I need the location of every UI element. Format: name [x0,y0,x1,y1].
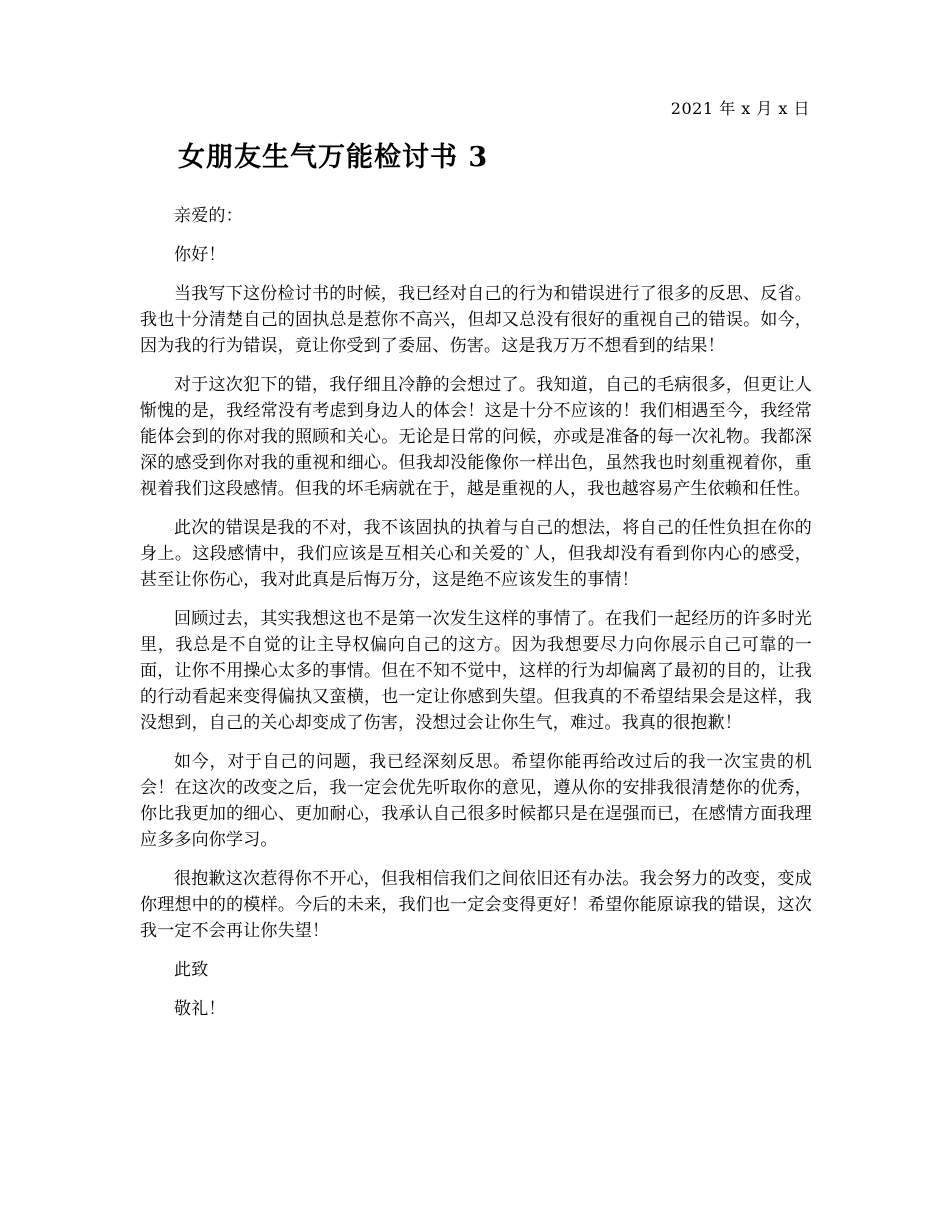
document-body [140,203,812,1035]
document-date: 2021 年 x 月 x 日 [670,99,810,118]
body-paragraph: 如今，对于自己的问题，我已经深刻反思。希望你能再给改过后的我一次宝贵的机会！在这次的改变之后，我一定会优先听取你的意见，遵从你的安排我很清楚你的优秀，你比我更加的细心、更加耐心，我承认自己很多时候都只是在逞强而已，在感情方面我理应多多向你学习。 [140,752,812,850]
body-paragraph: 当我写下这份检讨书的时候，我已经对自己的行为和错误进行了很多的反思、反省。我也十分清楚自己的固执总是惹你不高兴，但却又总没有很好的重视自己的错误。如今，因为我的行为错误，竟让你受到了委屈、伤害。这是我万万不想看到的结果！ [140,284,812,356]
body-paragraph: 对于这次犯下的错，我仔细且冷静的会想过了。我知道，自己的毛病很多，但更让人惭愧的是，我经常没有考虑到身边人的体会！这是十分不应该的！我们相遇至今，我经常能体会到的你对我的照顾和关心。无论是日常的问候，亦或是准备的每一次礼物。我都深深的感受到你对我的重视和细心。但我却没能像你一样出色，虽然我也时刻重视着你，重视着我们这段感情。但我的坏毛病就在于，越是重视的人，我也越容易产生依赖和任性。 [140,375,812,499]
closing-regards: 敬礼！ [174,999,226,1019]
body-paragraph: 回顾过去，其实我想这也不是第一次发生这样的事情了。在我们一起经历的许多时光里，我总是不自觉的让主导权偏向自己的这方。因为我想要尽力向你展示自己可靠的一面，让你不用操心太多的事情。但在不知不觉中，这样的行为却偏离了最初的目的，让我的行动看起来变得偏执又蛮横，也一定让你感到失望。但我真的不希望结果会是这样，我没想到，自己的关心却变成了伤害，没想过会让你生气，难过。我真的很抱歉！ [140,609,812,733]
body-paragraph: 很抱歉这次惹得你不开心，但我相信我们之间依旧还有办法。我会努力的改变，变成你理想中的的模样。今后的未来，我们也一定会变得更好！希望你能原谅我的错误，这次我一定不会再让你失望！ [140,869,812,941]
body-paragraph: 此次的错误是我的不对，我不该固执的执着与自己的想法，将自己的任性负担在你的身上。这段感情中，我们应该是互相关心和关爱的`人，但我却没有看到你内心的感受，甚至让你伤心，我对此真是后悔万分，这是绝不应该发生的事情！ [140,518,812,590]
document-title: 女朋友生气万能检讨书 3 [178,142,489,173]
closing-line: 此致 [174,960,209,980]
salutation: 亲爱的： [174,206,243,226]
greeting: 你好！ [174,245,226,265]
